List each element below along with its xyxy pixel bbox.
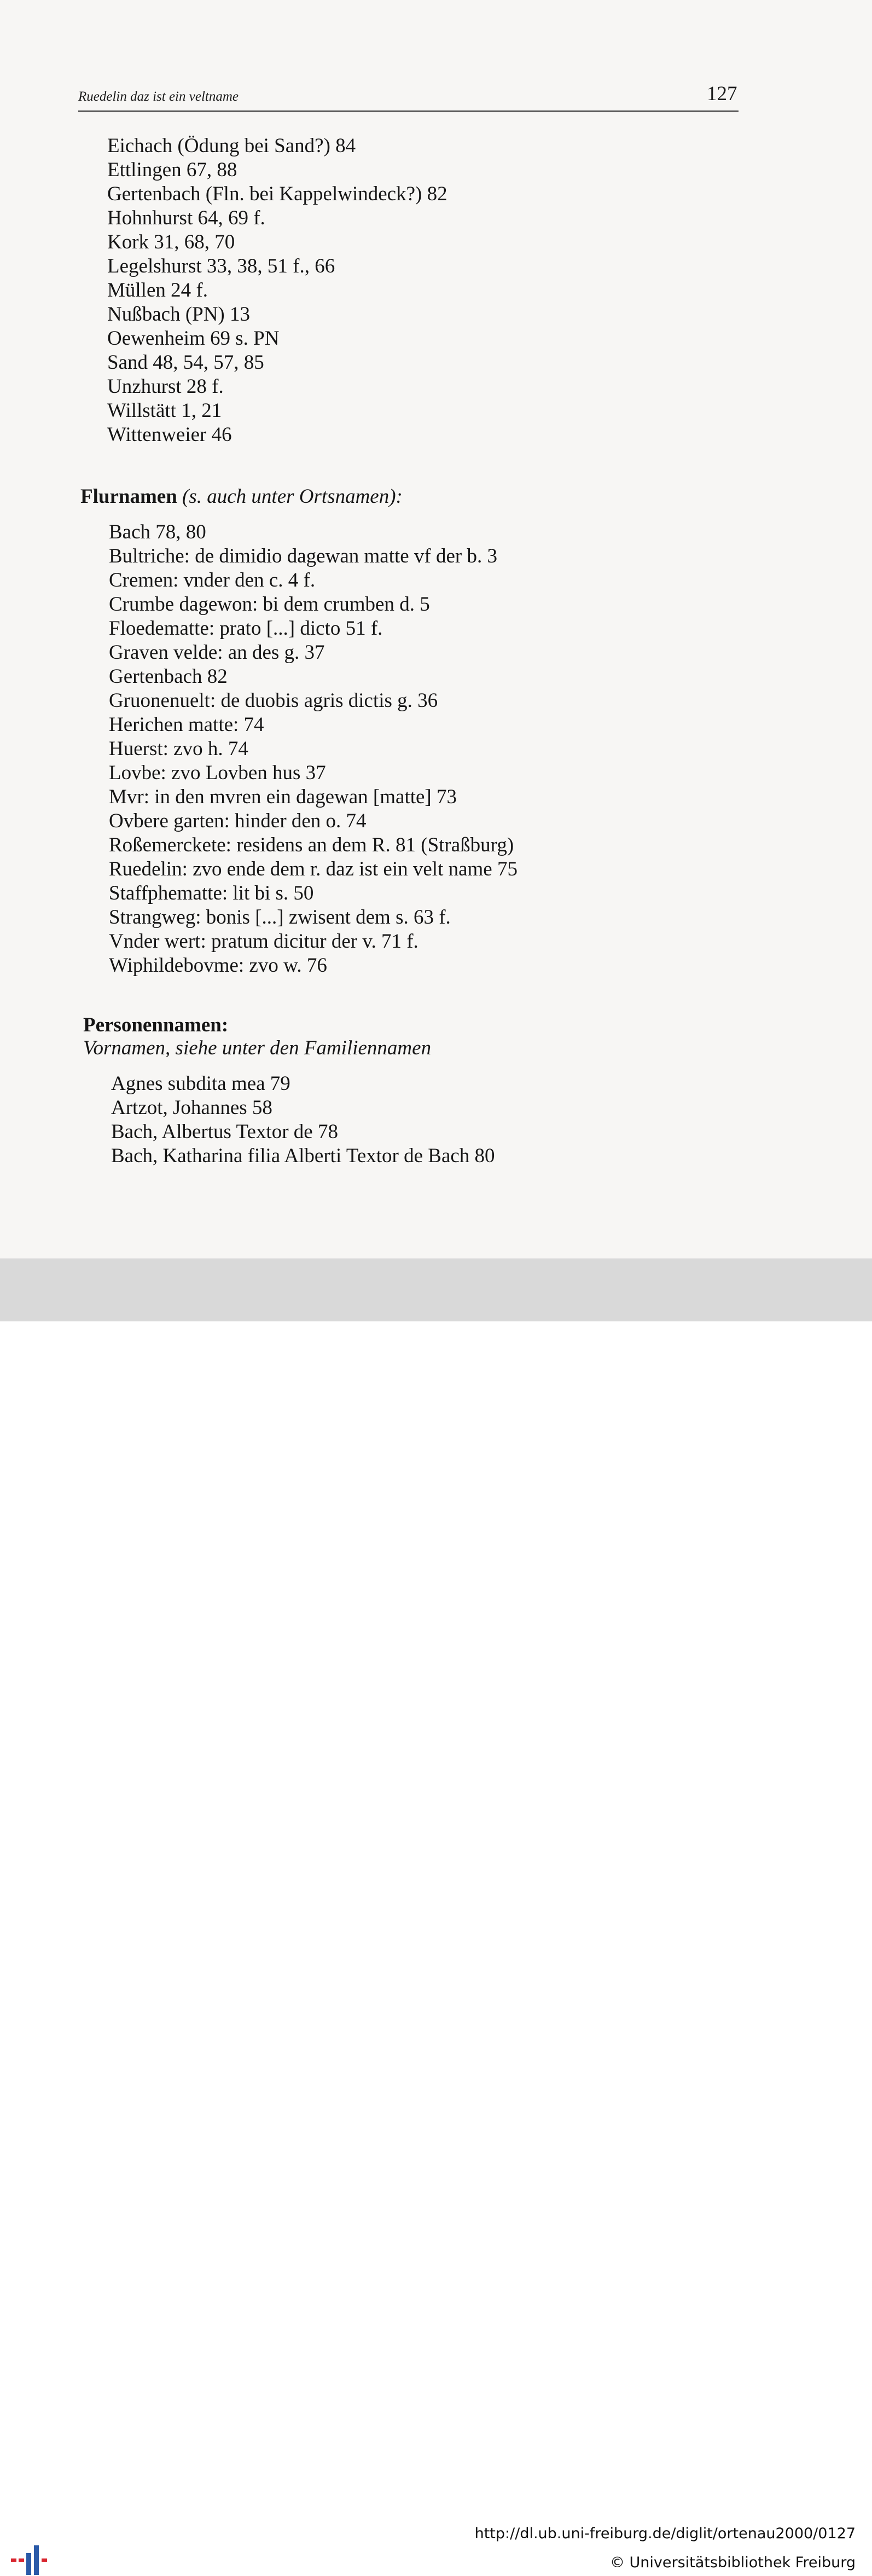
list-item: Nußbach (PN) 13 — [107, 303, 251, 326]
list-item: Crumbe dagewon: bi dem crumben d. 5 — [109, 593, 430, 616]
list-item: Huerst: zvo h. 74 — [109, 738, 248, 760]
library-footer — [0, 1258, 872, 2571]
list-item: Staffphematte: lit bi s. 50 — [109, 882, 314, 904]
list-item: Legelshurst 33, 38, 51 f., 66 — [107, 255, 335, 277]
personennamen-note: Vornamen, siehe unter den Familiennamen — [83, 1037, 432, 1059]
personennamen-list — [111, 1072, 495, 1168]
list-item: Gertenbach (Fln. bei Kappelwindeck?) 82 — [107, 183, 447, 205]
list-item: Strangweg: bonis [...] zwisent dem s. 63 f. — [109, 906, 451, 929]
list-item: Bach, Albertus Textor de 78 — [111, 1121, 338, 1143]
list-item: Floedematte: prato [...] dicto 51 f. — [109, 617, 383, 640]
list-item: Sand 48, 54, 57, 85 — [107, 351, 264, 374]
flurnamen-heading — [80, 485, 403, 509]
list-item: Unzhurst 28 f. — [107, 375, 224, 398]
ub-freiburg-logo-icon — [10, 2543, 54, 2576]
list-item: Cremen: vnder den c. 4 f. — [109, 569, 316, 591]
personennamen-title: Personennamen: — [83, 1014, 229, 1036]
list-item: Roßemerckete: residens an dem R. 81 (Straßburg) — [109, 834, 514, 856]
list-item: Ovbere garten: hinder den o. 74 — [109, 810, 367, 832]
list-item: Kork 31, 68, 70 — [107, 231, 235, 253]
list-item: Bach, Katharina filia Alberti Textor de Bach 80 — [111, 1145, 495, 1167]
copyright-notice: © Universitätsbibliothek Freiburg — [609, 2554, 856, 2571]
ortsnamen-list — [107, 134, 447, 447]
list-item: Wiphildebovme: zvo w. 76 — [109, 954, 327, 977]
list-item: Müllen 24 f. — [107, 279, 208, 301]
flurnamen-title: Flurnamen — [80, 485, 177, 508]
header-rule — [78, 111, 739, 112]
list-item: Artzot, Johannes 58 — [111, 1096, 272, 1119]
personennamen-heading — [83, 1013, 228, 1037]
list-item: Lovbe: zvo Lovben hus 37 — [109, 762, 326, 784]
list-item: Mvr: in den mvren ein dagewan [matte] 73 — [109, 786, 457, 808]
list-item: Hohnhurst 64, 69 f. — [107, 207, 265, 229]
list-item: Agnes subdita mea 79 — [111, 1072, 290, 1095]
list-item: Eichach (Ödung bei Sand?) 84 — [107, 135, 356, 157]
page-number: 127 — [707, 83, 737, 105]
list-item: Bultriche: de dimidio dagewan matte vf der b. 3 — [109, 545, 497, 567]
list-item: Herichen matte: 74 — [109, 713, 264, 736]
list-item: Graven velde: an des g. 37 — [109, 641, 325, 664]
list-item: Ettlingen 67, 88 — [107, 159, 237, 181]
list-item: Ruedelin: zvo ende dem r. daz ist ein velt name 75 — [109, 858, 518, 880]
source-url[interactable]: http://dl.ub.uni-freiburg.de/diglit/ortenau2000/0127 — [474, 2525, 856, 2542]
scanned-page — [0, 0, 872, 1258]
list-item: Gertenbach 82 — [109, 665, 228, 688]
list-item: Willstätt 1, 21 — [107, 399, 222, 422]
list-item: Bach 78, 80 — [109, 521, 206, 543]
list-item: Vnder wert: pratum dicitur der v. 71 f. — [109, 930, 418, 953]
list-item: Oewenheim 69 s. PN — [107, 327, 280, 350]
flurnamen-list — [109, 520, 518, 978]
flurnamen-note: (s. auch unter Ortsnamen): — [182, 485, 403, 508]
running-head: Ruedelin daz ist ein veltname — [78, 89, 239, 104]
list-item: Wittenweier 46 — [107, 423, 232, 446]
list-item: Gruonenuelt: de duobis agris dictis g. 36 — [109, 689, 438, 712]
